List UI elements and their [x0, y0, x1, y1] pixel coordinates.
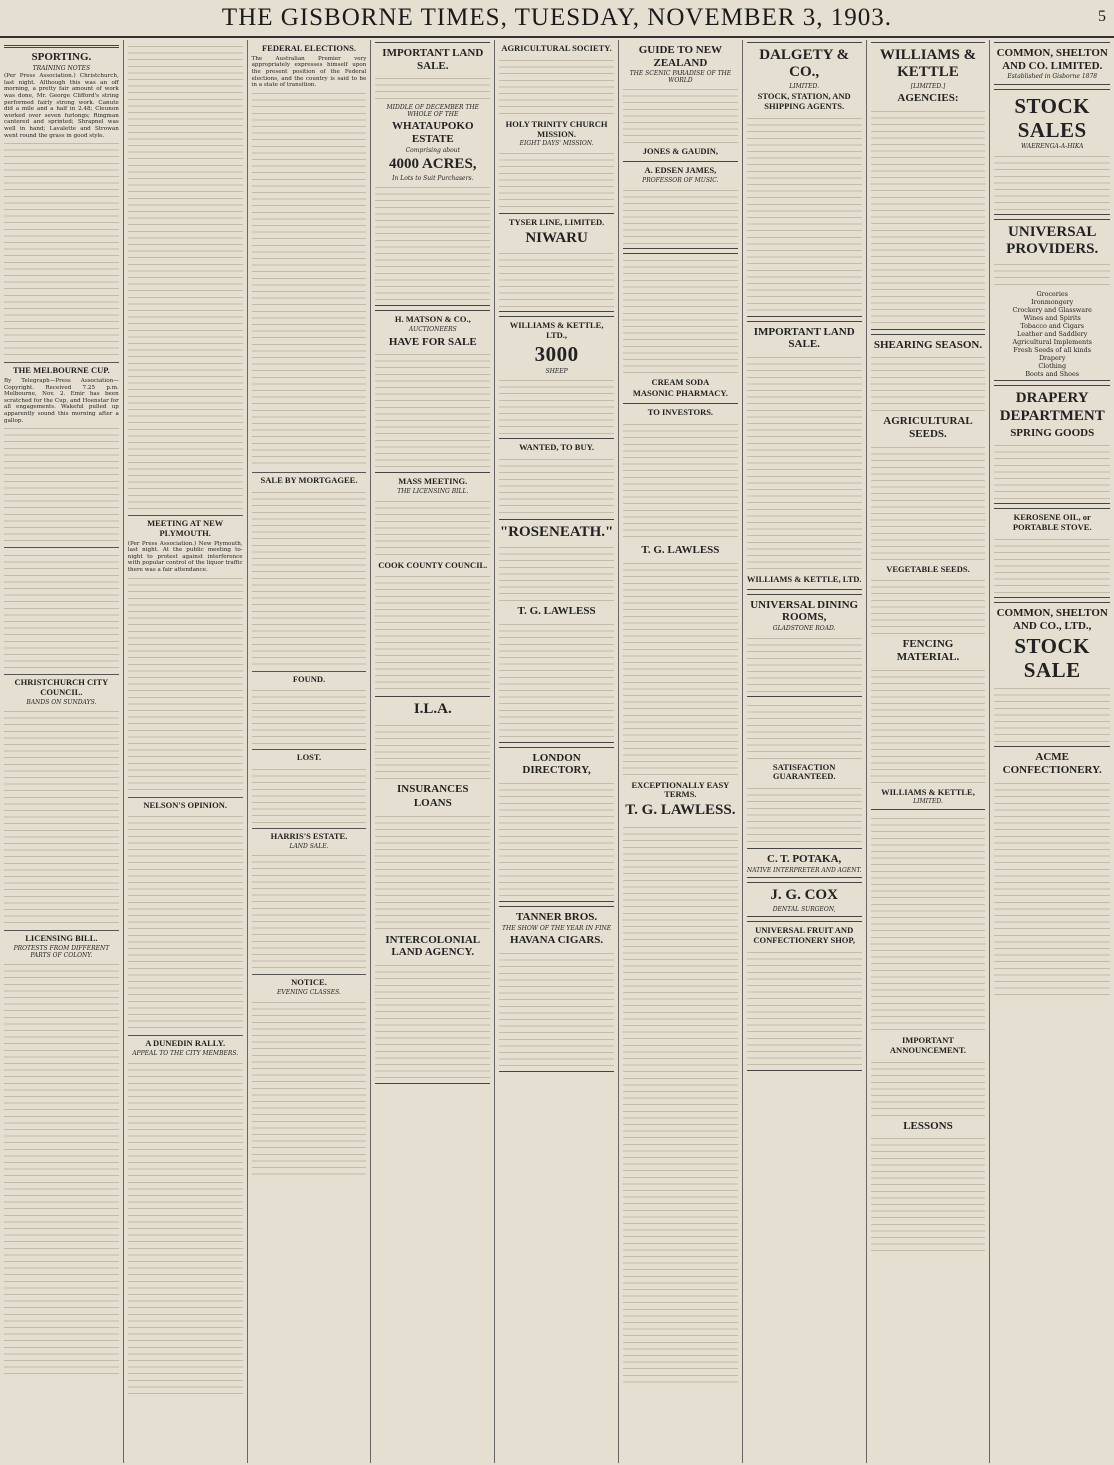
section-heading: THE MELBOURNE CUP.: [13, 365, 110, 376]
advert-body: [252, 998, 367, 1178]
newspaper-title: THE GISBORNE TIMES, TUESDAY, NOVEMBER 3, 1903.: [221, 4, 893, 31]
classified-ads: [623, 823, 738, 1383]
section-heading: LICENSING BILL.: [25, 933, 98, 944]
article-body: [4, 139, 119, 359]
section-subheading: PROTESTS FROM DIFFERENT PARTS OF COLONY.: [13, 944, 110, 959]
advert-satisfaction: SATISFACTION GUARANTEED.: [747, 701, 862, 845]
advert-stock-sale-2: COMMON, SHELTON AND CO., LTD., STOCK SALE: [994, 602, 1110, 748]
section-heading: NOTICE.: [291, 977, 327, 988]
section-heading: A DUNEDIN RALLY.: [145, 1038, 226, 1049]
advert-london-directory: LONDON DIRECTORY,: [499, 747, 614, 902]
notice-cook-county: COOK COUNTY COUNCIL.: [375, 561, 490, 693]
advert-body: [252, 686, 367, 746]
advert-guide: GUIDE TO NEW ZEALAND THE SCENIC PARADISE OF THE WORLD JONES & GAUDIN,: [623, 44, 738, 157]
columns: [0, 40, 1114, 1463]
article-text: By Telegraph—Press Association—Copyright. Received 7.25 p.m. Melbourne, Nov. 2. Emir has been scratched for the Cup, and Hoenstar for all engagements. Wakeful pulled up apparently sound this morning after a gallop.: [4, 377, 119, 424]
section-heading: FEDERAL ELECTIONS.: [261, 43, 356, 53]
advert-kerosene: KEROSENE OIL, or PORTABLE STOVE.: [994, 508, 1110, 598]
advert-wanted: WANTED, TO BUY.: [499, 443, 614, 515]
article-body: [4, 707, 119, 927]
advert-matson: H. MATSON & CO., AUCTIONEERS HAVE FOR SALE: [375, 310, 490, 473]
masthead: [0, 0, 1114, 38]
advert-dining-rooms: UNIVERSAL DINING ROOMS, GLADSTONE ROAD.: [747, 594, 862, 697]
column-9: [990, 40, 1114, 1463]
section-subheading: LAND SALE.: [289, 842, 329, 850]
article-body: [128, 42, 243, 512]
classified-ads: [871, 814, 986, 1034]
advert-body: [252, 765, 367, 825]
provider-list: Groceries Ironmongery Crockery and Glassware Wines and Spirits Tobacco and Cigars Leather and Saddlery Agricultural Implements Fresh Seeds of all kinds Drapery Clothing Boots and Shoes: [1012, 290, 1092, 379]
advert-common-shelton: COMMON, SHELTON AND CO. LIMITED. Established in Gisborne 1878: [994, 42, 1110, 85]
column-6: [619, 40, 743, 1463]
section-heading: HARRIS'S ESTATE.: [270, 831, 348, 842]
advert-tyser: TYSER LINE, LIMITED. NIWARU: [499, 213, 614, 312]
column-1: [0, 40, 124, 1463]
article-body: [4, 424, 119, 544]
column-4: [371, 40, 495, 1463]
advert-body: [252, 488, 367, 668]
article-text: The Australian Premier very appropriately expresses himself upon the present position of the Federal elections, and the country is said to be in a state of transition.: [251, 55, 367, 89]
article-text: (Per Press Association.) New Plymouth, last night. At the public meeting to-night to protest against interference with popular control of the liquor traffic there was a fair attendance.: [127, 540, 243, 573]
advert-cox: J. G. COX DENTAL SURGEON,: [747, 882, 862, 917]
section-heading: SALE BY MORTGAGEE.: [260, 474, 358, 485]
advert-pharmacy: CREAM SODA MASONIC PHARMACY.: [623, 253, 738, 405]
notice-mass-meeting: MASS MEETING. THE LICENSING BILL.: [375, 477, 490, 556]
advert-shearing: SHEARING SEASON. AGRICULTURAL SEEDS. VEGETABLE SEEDS. FENCING MATERIAL. WILLIAMS & KETTLE, LIMITED.: [871, 334, 986, 810]
advert-dalgety: DALGETY & CO., LIMITED. STOCK, STATION, AND SHIPPING AGENTS.: [747, 42, 862, 317]
column-7: [743, 40, 867, 1463]
advert-stock-sales: STOCK SALES WAERENGA-A-HIKA: [994, 89, 1110, 215]
advert-fruit-shop: UNIVERSAL FRUIT AND CONFECTIONERY SHOP,: [747, 921, 862, 1071]
page-number: 5: [1098, 8, 1106, 25]
advert-ila: I.L.A. INSURANCES LOANS INTERCOLONIAL LAND AGENCY.: [375, 696, 490, 1084]
section-heading: SPORTING.: [31, 51, 92, 63]
advert-acme: ACME CONFECTIONERY.: [994, 751, 1110, 998]
article-body: [128, 1059, 243, 1399]
section-heading: CHRISTCHURCH CITY COUNCIL.: [14, 677, 109, 697]
advert-whataupoko: IMPORTANT LAND SALE. MIDDLE OF DECEMBER THE WHOLE OF THE WHATAUPOKO ESTATE Comprising about 4000 ACRES, In Lots to Suit Purchasers.: [375, 42, 490, 306]
article-body: [252, 89, 367, 469]
section-heading: LOST.: [296, 752, 322, 763]
article-body: [128, 574, 243, 794]
section-subheading: APPEAL TO THE CITY MEMBERS.: [132, 1050, 239, 1058]
advert-lawless: T. G. LAWLESS EXCEPTIONALLY EASY TERMS. T. G. LAWLESS.: [623, 544, 738, 819]
advert-universal-providers: UNIVERSAL PROVIDERS. Groceries Ironmongery Crockery and Glassware Wines and Spirits Tobacco and Cigars Leather and Saddlery Agricultural Implements Fresh Seeds of all kinds Drapery Clothing Boots and Shoes: [994, 219, 1110, 382]
notice-mission: HOLY TRINITY CHURCH MISSION. EIGHT DAYS' MISSION.: [499, 120, 614, 209]
notice-agricultural: AGRICULTURAL SOCIETY.: [499, 44, 614, 116]
advert-williams-kettle: WILLIAMS & KETTLE [LIMITED.] AGENCIES:: [871, 42, 986, 330]
column-2: [124, 40, 248, 1463]
column-3: [248, 40, 372, 1463]
column-8: [867, 40, 991, 1463]
article-body: [4, 960, 119, 1380]
section-heading: FOUND.: [292, 673, 326, 684]
column-5: [495, 40, 619, 1463]
advert-drapery: DRAPERY DEPARTMENT SPRING GOODS: [994, 385, 1110, 504]
advert-announcement: IMPORTANT ANNOUNCEMENT. LESSONS: [871, 1036, 986, 1254]
article-text: (Per Press Association.) Christchurch, last night. Although this was an off morning, a pretty fair amount of work was done, Mr. George Clifford's string performed fairly strong work. Canute did a mile and a half in 2.48; Cleunon worked over seven furlongs; Ringman cantered and sprinted; Shrapnel was well in hand; Lavalette and Strowan went round the grass in good style.: [4, 73, 119, 139]
advert-investors: TO INVESTORS.: [623, 408, 738, 540]
section-heading: MEETING AT NEW PLYMOUTH.: [147, 518, 224, 538]
advert-music: A. EDSEN JAMES, PROFESSOR OF MUSIC.: [623, 161, 738, 248]
advert-sheep: WILLIAMS & KETTLE, LTD., 3000 SHEEP: [499, 316, 614, 439]
article-body: [4, 551, 119, 671]
section-subheading: TRAINING NOTES: [32, 64, 91, 72]
advert-body: [252, 851, 367, 971]
section-heading: NELSON'S OPINION.: [143, 799, 227, 810]
advert-land-sale: IMPORTANT LAND SALE. WILLIAMS & KETTLE, LTD.: [747, 321, 862, 590]
advert-potaka: C. T. POTAKA, NATIVE INTERPRETER AND AGENT.: [747, 848, 862, 878]
section-subheading: BANDS ON SUNDAYS.: [26, 698, 97, 706]
advert-tanner: TANNER BROS. THE SHOW OF THE YEAR IN FINE HAVANA CIGARS.: [499, 906, 614, 1072]
article-body: [128, 812, 243, 1032]
advert-roseneath: "ROSENEATH." T. G. LAWLESS: [499, 519, 614, 743]
section-subheading: EVENING CLASSES.: [277, 989, 341, 997]
